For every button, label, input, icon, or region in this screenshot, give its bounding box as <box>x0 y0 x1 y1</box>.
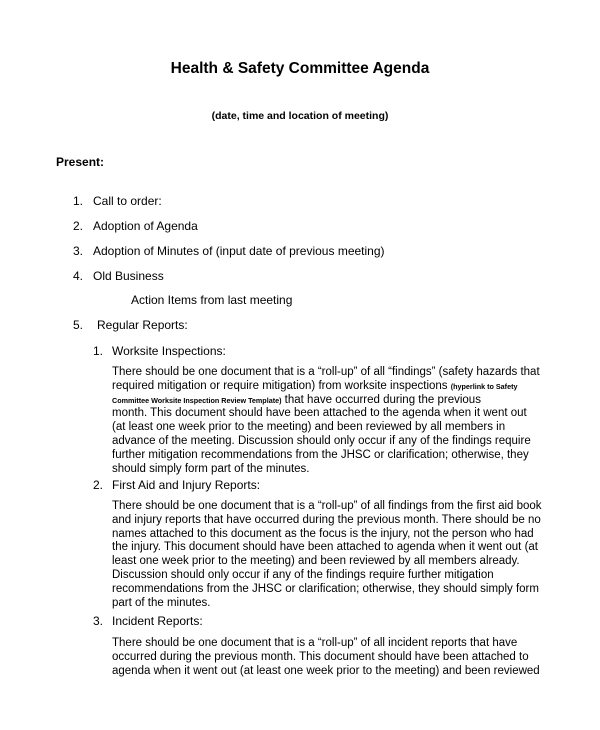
paragraph-line: (at least one week prior to the meeting) and been reviewed by all members in <box>112 421 506 434</box>
paragraph-line: There should be one document that is a “roll-up” of all “findings” (safety hazards that <box>112 366 540 378</box>
item-text: Old Business <box>93 269 164 283</box>
paragraph-line: advance of the meeting. Discussion should only occur if any of the findings require <box>112 434 531 447</box>
report-paragraph <box>112 637 540 678</box>
subitem-number: 3. <box>93 614 104 628</box>
meeting-details: (date, time and location of meeting) <box>211 110 389 122</box>
paragraph-line: Discussion should only occur if any of the findings require further mitigation <box>112 568 494 581</box>
paragraph-line: There should be one document that is a “roll-up” of all incident reports that have <box>112 637 518 649</box>
report-paragraph <box>112 500 542 610</box>
paragraph-line: occurred during the previous month. This document should have been attached to <box>112 650 529 663</box>
item-number: 3. <box>73 244 84 258</box>
item-number: 1. <box>73 194 84 208</box>
item-text: Adoption of Minutes of (input date of previous meeting) <box>93 244 385 258</box>
paragraph-line: month. This document should have been attached to the agenda when it went out <box>112 407 527 420</box>
subitem-number: 1. <box>93 344 104 358</box>
subitem-title: Incident Reports: <box>112 614 203 628</box>
old-business-subitem: Action Items from last meeting <box>131 293 293 307</box>
paragraph-line: Committee Worksite Inspection Review Template) that have occurred during the previous <box>112 393 481 406</box>
paragraph-line: and injury reports that have occurred during the previous month. There should be no <box>112 513 541 526</box>
report-subitem <box>93 478 261 492</box>
report-paragraph <box>112 366 540 476</box>
paragraph-line: There should be one document that is a “roll-up” of all findings from the first aid book <box>112 500 542 512</box>
paragraph-line: recommendations from the JHSC or clarification; otherwise, they should simply form <box>112 582 539 595</box>
paragraph-line: further mitigation recommendations from the JHSC or clarification; otherwise, they <box>112 448 529 461</box>
subitem-title: First Aid and Injury Reports: <box>112 478 261 492</box>
item-number: 4. <box>73 269 84 283</box>
agenda-item <box>73 194 162 208</box>
item-text: Regular Reports: <box>97 318 188 332</box>
item-text: Call to order: <box>93 194 162 208</box>
agenda-item <box>73 219 198 233</box>
report-subitem <box>93 614 203 628</box>
present-label: Present: <box>56 155 105 169</box>
paragraph-line: the injury. This document should have been attached to agenda when it went out (at <box>112 541 538 554</box>
subitem-title: Worksite Inspections: <box>112 344 226 358</box>
agenda-item <box>73 318 188 332</box>
hyperlink-text[interactable]: Committee Worksite Inspection Review Template) <box>112 395 282 405</box>
paragraph-line: required mitigation or require mitigation) from worksite inspections (hyperlink to Safety <box>112 379 518 392</box>
item-number: 2. <box>73 219 84 233</box>
document-title: Health & Safety Committee Agenda <box>170 60 430 77</box>
agenda-item <box>73 269 164 283</box>
subitem-number: 2. <box>93 478 104 492</box>
item-number: 5. <box>73 318 84 332</box>
paragraph-line: least one week prior to the meeting) and been reviewed by all members already. <box>112 555 520 568</box>
paragraph-line: names attached to this document as the focus is the injury, not the person who had <box>112 527 534 540</box>
agenda-item <box>73 244 385 258</box>
paragraph-line: part of the minutes. <box>112 596 211 609</box>
paragraph-line: should simply form part of the minutes. <box>112 462 310 475</box>
report-subitem <box>93 344 226 358</box>
paragraph-line: agenda when it went out (at least one week prior to the meeting) and been reviewed <box>112 664 540 677</box>
hyperlink-text[interactable]: (hyperlink to Safety <box>450 381 518 391</box>
item-text: Adoption of Agenda <box>93 219 198 233</box>
